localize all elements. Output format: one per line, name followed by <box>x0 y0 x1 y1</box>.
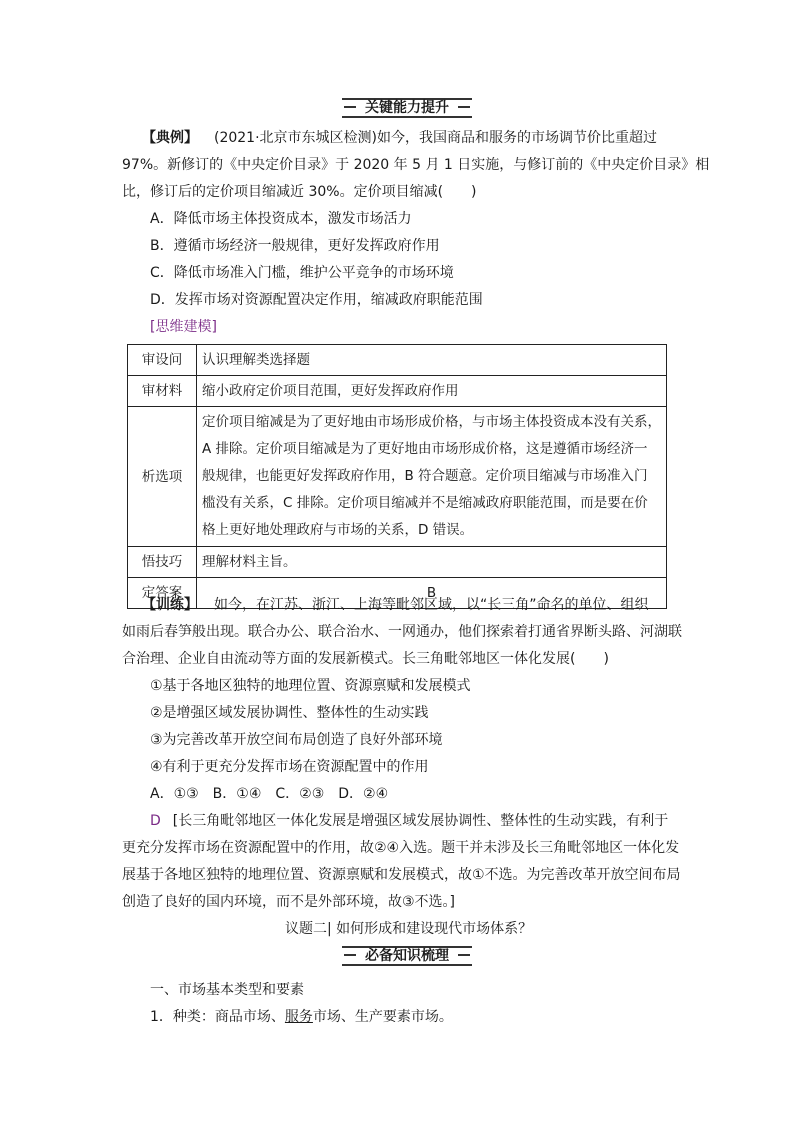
statement-1: ①基于各地区独特的地理位置、资源禀赋和发展模式 <box>150 678 471 694</box>
table-row <box>128 345 667 376</box>
training-line-3: 合治理、企业自由流动等方面的发展新模式。长三角毗邻地区一体化发展( ) <box>122 651 609 667</box>
statement-2: ②是增强区域发展协调性、整体性的生动实践 <box>150 705 429 721</box>
training-line-1 <box>142 595 649 615</box>
row-value: 认识理解类选择题 <box>197 345 667 376</box>
row-key: 审设问 <box>128 345 197 376</box>
table-row <box>128 376 667 407</box>
row-key: 析选项 <box>128 407 197 547</box>
answer-letter: D <box>150 813 161 829</box>
statement-4: ④有利于更充分发挥市场在资源配置中的作用 <box>150 759 429 775</box>
row-value: B <box>197 578 667 609</box>
option-a: A．降低市场主体投资成本，激发市场活力 <box>150 211 412 227</box>
section-title: 关键能力提升 <box>365 100 449 116</box>
example-label: 【典例】 <box>142 130 198 146</box>
table-row <box>128 547 667 578</box>
training-label: 【训练】 <box>142 597 198 613</box>
section-title: 必备知识梳理 <box>365 948 449 964</box>
item-suffix: 市场、生产要素市场。 <box>312 1009 453 1025</box>
row-key: 悟技巧 <box>128 547 197 578</box>
item-prefix: 1．种类：商品市场、 <box>150 1009 285 1025</box>
table-row <box>128 407 667 547</box>
training-line-2: 如雨后春笋般出现。联合办公、联合治水、一网通办，他们探索着打通省界断头路、河湖联 <box>122 624 682 640</box>
section-banner-essential-knowledge <box>342 946 472 966</box>
answer-text-1: [长三角毗邻地区一体化发展是增强区域发展协调性、整体性的生动实践，有利于 <box>172 813 669 829</box>
row-value: 缩小政府定价项目范围，更好发挥政府作用 <box>197 376 667 407</box>
option-c: C．降低市场准入门槛，维护公平竞争的市场环境 <box>150 265 454 281</box>
row-key: 定答案 <box>128 578 197 609</box>
example-line-3: 比，修订后的定价项目缩减近 30%。定价项目缩减( ) <box>122 184 477 200</box>
option-d: D．发挥市场对资源配置决定作用，缩减政府职能范围 <box>150 292 483 308</box>
thinking-table <box>127 344 667 609</box>
knowledge-heading: 一、市场基本类型和要素 <box>150 982 304 998</box>
row-value: 理解材料主旨。 <box>197 547 667 578</box>
answer-line-1 <box>150 811 668 831</box>
fill-blank: 服务 <box>284 1009 313 1025</box>
answer-line-2: 更充分发挥市场在资源配置中的作用，故②④入选。题干并未涉及长三角毗邻地区一体化发 <box>122 840 680 856</box>
topic-2-heading: 议题二| 如何形成和建设现代市场体系？ <box>285 921 533 937</box>
knowledge-item-1 <box>150 1007 453 1027</box>
example-line-1 <box>142 128 657 148</box>
option-b: B．遵循市场经济一般规律，更好发挥政府作用 <box>150 238 440 254</box>
training-text-1: 如今，在江苏、浙江、上海等毗邻区域，以“长三角”命名的单位、组织 <box>214 597 649 613</box>
row-key: 审材料 <box>128 376 197 407</box>
row-value: 定价项目缩减是为了更好地由市场形成价格，与市场主体投资成本没有关系，A 排除。定价项目缩减是为了更好地由市场形成价格，这是遵循市场经济一般规律，也能更好发挥政府作用，B 符合题意。定价项目缩减与市场准入门槛没有关系，C 排除。定价项目缩减并不是缩减政府职能范围，而是要在价格上更好地处理政府与市场的关系，D 错误。 <box>197 407 667 547</box>
answer-line-3: 展基于各地区独特的地理位置、资源禀赋和发展模式，故①不选。为完善改革开放空间布局 <box>122 867 681 883</box>
training-choices: A．①③ B．①④ C．②③ D．②④ <box>150 786 389 802</box>
thinking-label: [思维建模] <box>150 319 217 335</box>
example-line-2: 97%。新修订的《中央定价目录》于 2020 年 5 月 1 日实施，与修订前的《中央定价目录》相 <box>122 157 710 173</box>
example-text-1: (2021·北京市东城区检测)如今，我国商品和服务的市场调节价比重超过 <box>214 130 658 146</box>
answer-line-4: 创造了良好的国内环境，而不是外部环境，故③不选。] <box>122 894 456 910</box>
statement-3: ③为完善改革开放空间布局创造了良好外部环境 <box>150 732 443 748</box>
section-banner-key-ability <box>342 98 472 118</box>
